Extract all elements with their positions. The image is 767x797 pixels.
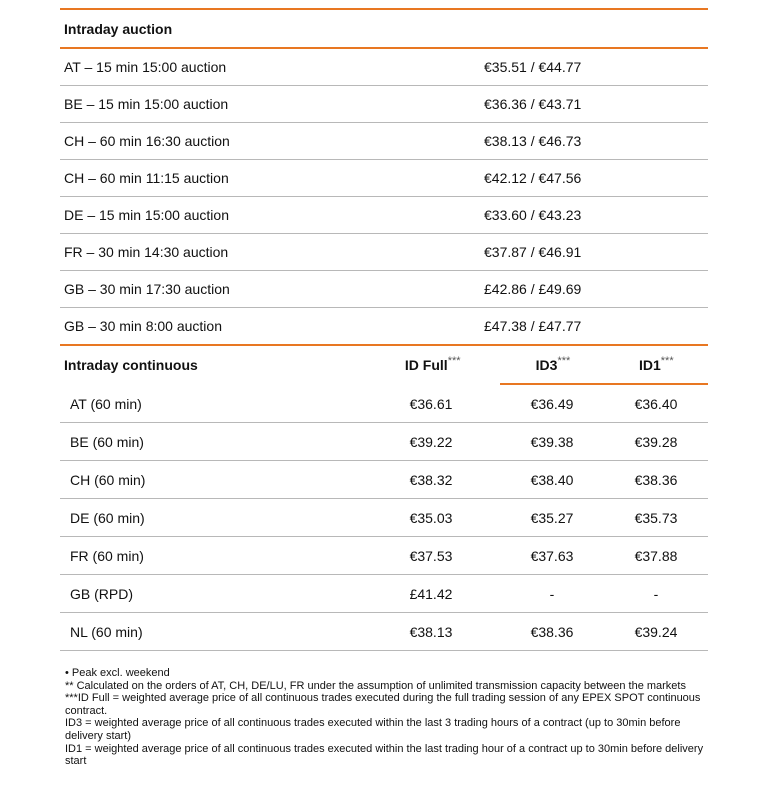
auction-row-name: AT – 15 min 15:00 auction [64, 59, 227, 75]
auction-row-price: €42.12 / €47.56 [484, 170, 582, 186]
auction-row-name: BE – 15 min 15:00 auction [64, 96, 229, 112]
auction-row [60, 308, 708, 344]
cell-id-full: €36.61 [409, 395, 453, 412]
cell-id-full: €35.03 [409, 509, 453, 526]
footnote-id-full: ***ID Full = weighted average price of all continuous trades executed during the full trading session of any EPEX SPOT continuous contract. [65, 692, 701, 717]
auction-row-price: €37.87 / €46.91 [484, 244, 582, 260]
continuous-row [60, 423, 708, 460]
auction-row-price: €38.13 / €46.73 [484, 133, 582, 149]
continuous-row [60, 613, 708, 650]
auction-row [60, 197, 708, 233]
cell-id1: €39.24 [634, 623, 678, 640]
auction-row [60, 49, 708, 85]
cell-id1: €39.28 [634, 433, 678, 450]
auction-row [60, 234, 708, 270]
auction-row-name: FR – 30 min 14:30 auction [64, 244, 229, 260]
cell-id3: - [549, 585, 555, 602]
auction-row-name: CH – 60 min 16:30 auction [64, 133, 230, 149]
cell-id-full: €38.13 [409, 623, 453, 640]
footnotes [65, 667, 715, 768]
col-header-id1: ID1*** [638, 354, 674, 373]
cell-id1: €35.73 [634, 509, 678, 526]
col-header-id3: ID3*** [535, 354, 571, 373]
cell-id3: €37.63 [530, 547, 574, 564]
intraday-continuous-heading: Intraday continuous [64, 356, 198, 373]
intraday-auction-heading: Intraday auction [64, 20, 173, 37]
continuous-row [60, 385, 708, 422]
col-header-id-full: ID Full*** [404, 354, 461, 373]
auction-row [60, 86, 708, 122]
cell-id3: €39.38 [530, 433, 574, 450]
footnote-peak: • Peak excl. weekend [65, 667, 170, 679]
auction-row-name: GB – 30 min 17:30 auction [64, 281, 230, 297]
intraday-continuous-header-row [60, 346, 708, 383]
cell-id3: €38.36 [530, 623, 574, 640]
auction-row [60, 123, 708, 159]
auction-row-price: £42.86 / £49.69 [484, 281, 582, 297]
auction-row-name: CH – 60 min 11:15 auction [64, 170, 229, 186]
continuous-row [60, 461, 708, 498]
auction-row-price: €33.60 / €43.23 [484, 207, 582, 223]
footnote-calculation: ** Calculated on the orders of AT, CH, DE/LU, FR under the assumption of unlimited transmission capacity between the markets [65, 679, 686, 692]
auction-row [60, 271, 708, 307]
continuous-row [60, 575, 708, 612]
auction-row-price: €36.36 / €43.71 [484, 96, 582, 112]
cell-id-full: €37.53 [409, 547, 453, 564]
cell-id1: €37.88 [634, 547, 678, 564]
cell-id1: €38.36 [634, 471, 678, 488]
price-table [60, 8, 708, 651]
cell-id3: €36.49 [530, 395, 574, 412]
continuous-rows [60, 385, 708, 651]
cell-id-full: €38.32 [409, 471, 453, 488]
continuous-row-name: DE (60 min) [70, 509, 145, 526]
footnote-id3: ID3 = weighted average price of all continuous trades executed within the last 3 trading hours of a contract (up to 30min before delivery start) [65, 717, 681, 742]
auction-rows [60, 49, 708, 346]
cell-id-full: £41.42 [409, 585, 453, 602]
continuous-row [60, 499, 708, 536]
continuous-row-name: FR (60 min) [70, 547, 144, 564]
footnote-id1: ID1 = weighted average price of all continuous trades executed within the last trading hour of a contract up to 30min before delivery start [65, 742, 704, 768]
cell-id1: - [653, 585, 659, 602]
continuous-row-name: NL (60 min) [70, 623, 143, 640]
auction-row [60, 160, 708, 196]
cell-id-full: €39.22 [409, 433, 453, 450]
continuous-heading-rule [60, 383, 708, 385]
cell-id1: €36.40 [634, 395, 678, 412]
continuous-row [60, 537, 708, 574]
continuous-row-name: CH (60 min) [70, 471, 146, 488]
continuous-row-name: GB (RPD) [70, 585, 133, 602]
cell-id3: €38.40 [530, 471, 574, 488]
auction-row-price: €35.51 / €44.77 [484, 59, 582, 75]
continuous-row-name: AT (60 min) [70, 395, 142, 412]
auction-row-price: £47.38 / £47.77 [484, 318, 582, 334]
auction-row-name: DE – 15 min 15:00 auction [64, 207, 229, 223]
auction-row-name: GB – 30 min 8:00 auction [64, 318, 222, 334]
cell-id3: €35.27 [530, 509, 574, 526]
continuous-row-name: BE (60 min) [70, 433, 144, 450]
table-bottom-rule [60, 650, 708, 651]
